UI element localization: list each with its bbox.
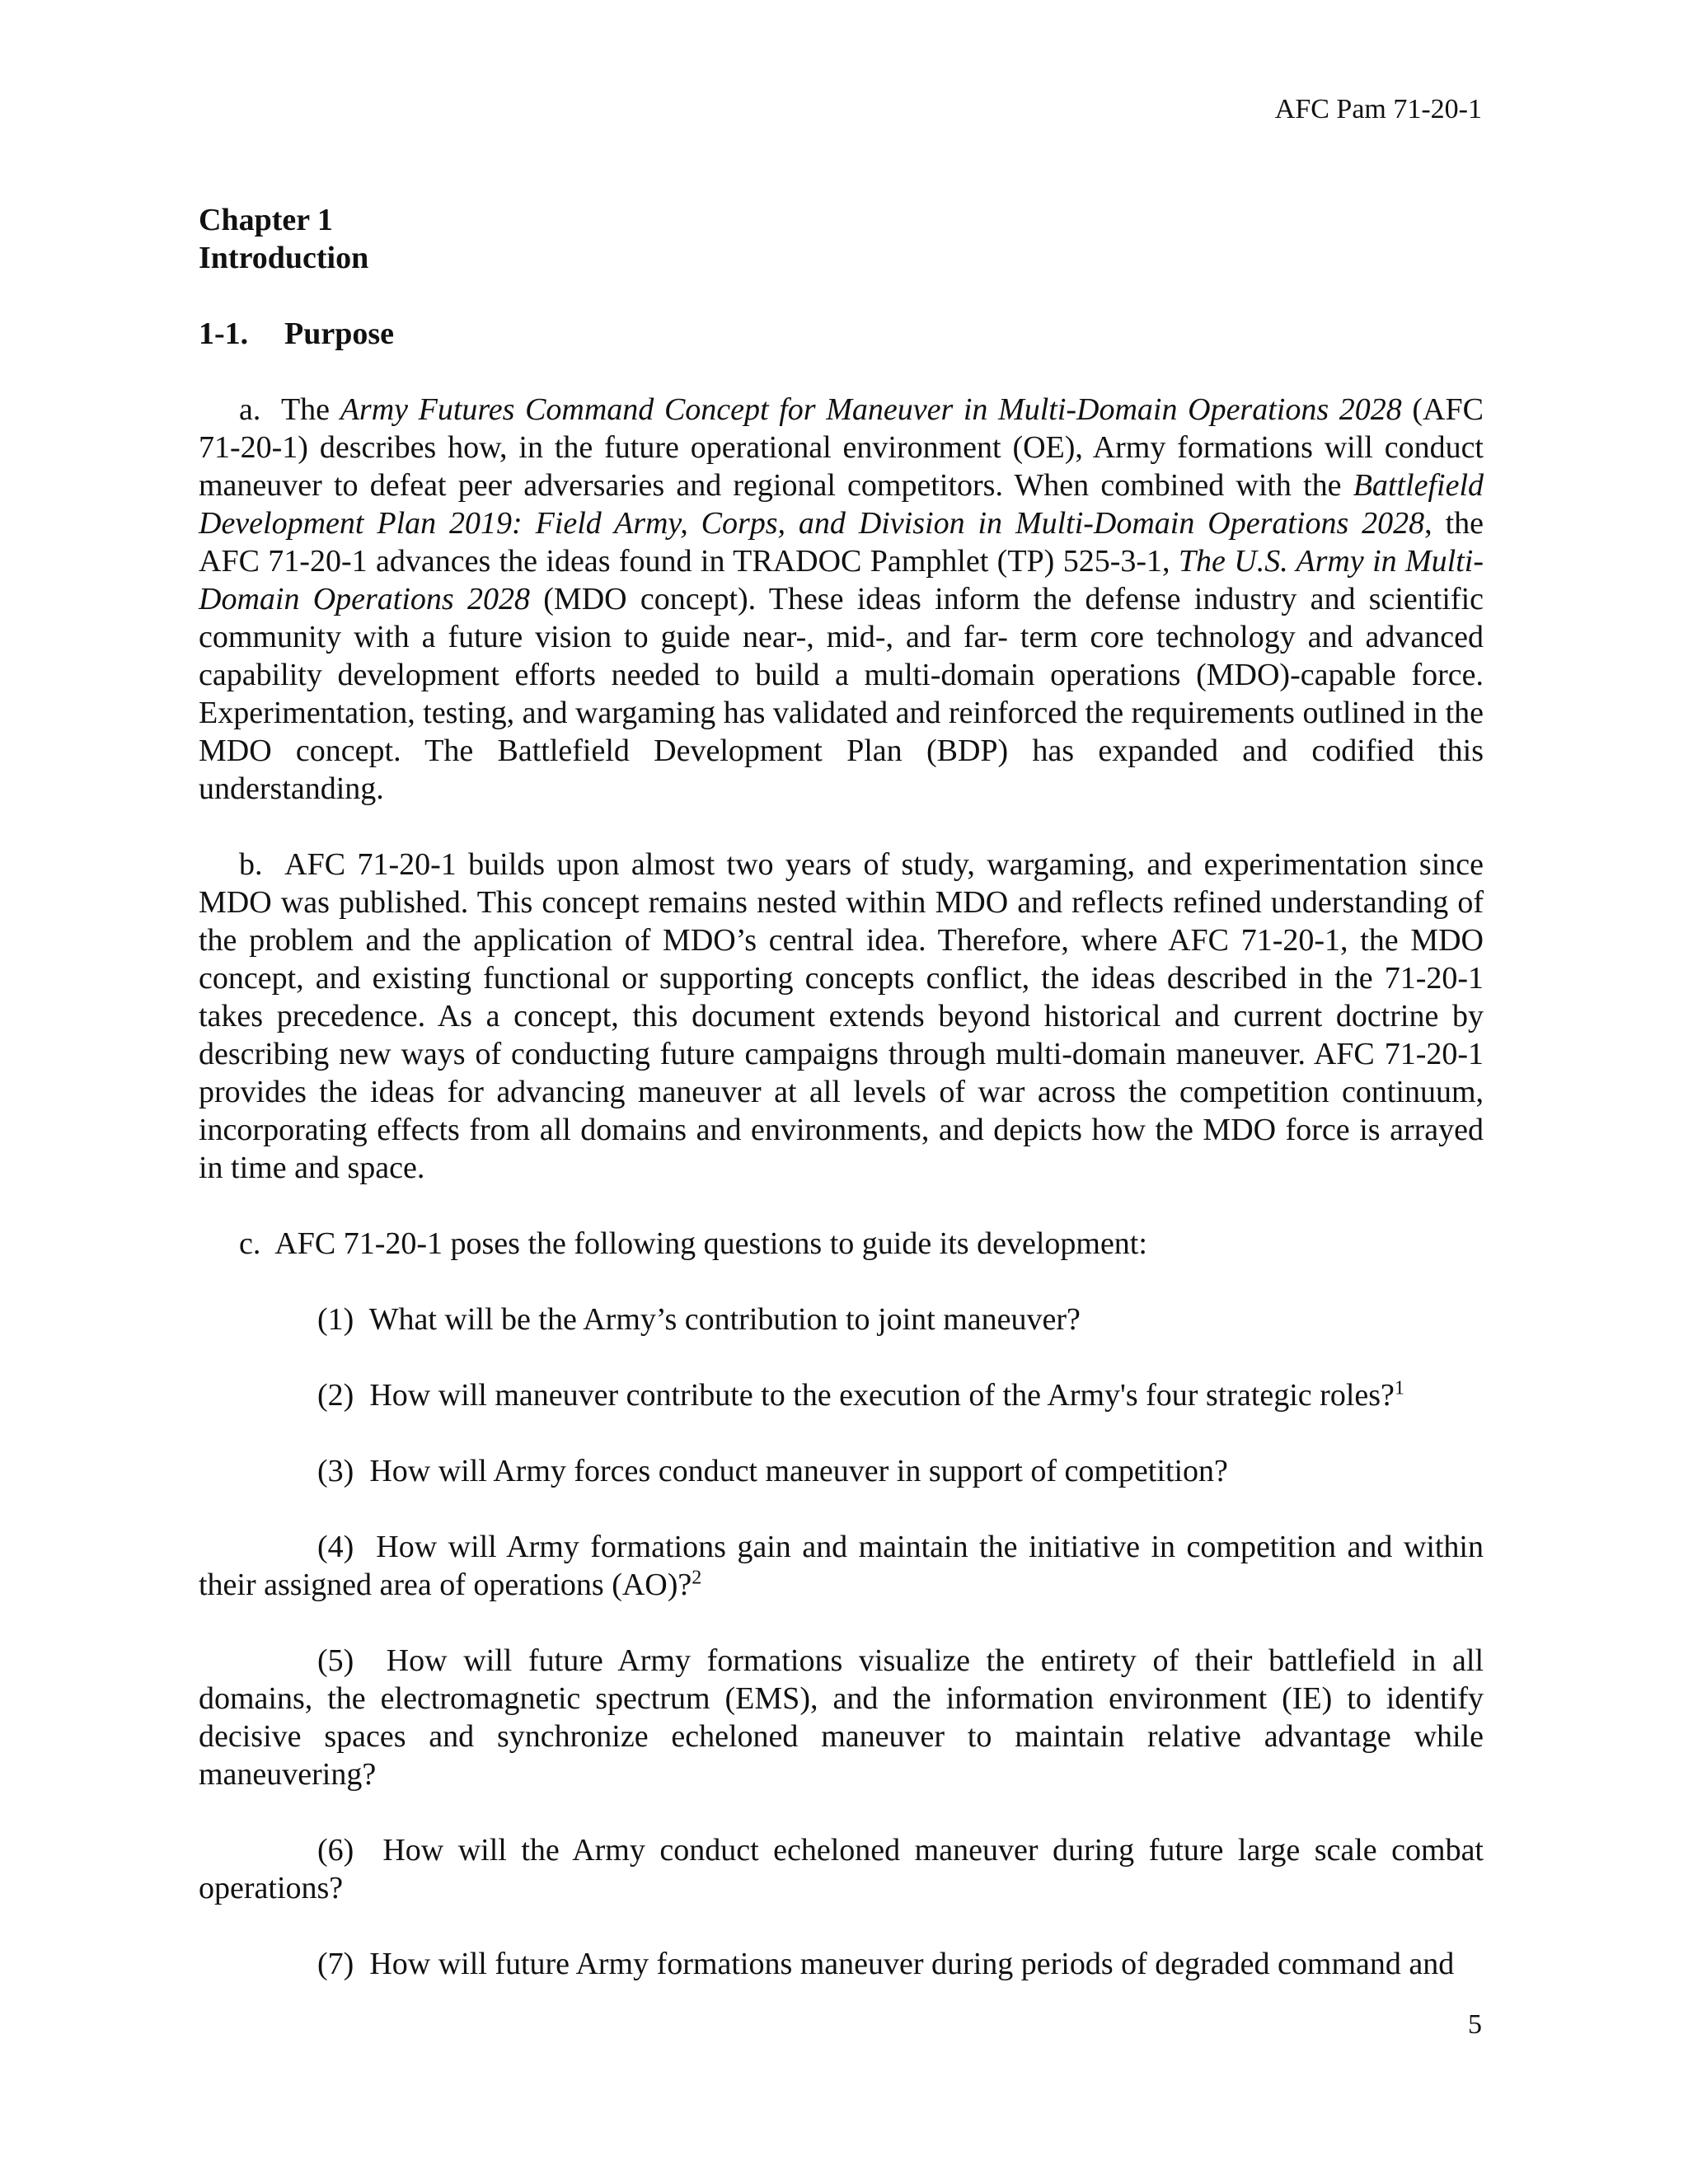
paragraph-b (199, 846, 1484, 1187)
paragraph-c (199, 1225, 1484, 1263)
paragraph-a-text-4: (MDO concept). These ideas inform the defense industry and scientific community with a future vision to guide near-, mid-, and far- term core technology and advanced capability development efforts needed to build a multi-domain operations (MDO)-capable force. Experimentation, testing, and wargaming has validated and reinforced the requirements outlined in the MDO concept. The Battlefield Development Plan (BDP) has expanded and codified this understanding. (199, 582, 1484, 806)
paragraph-b-label: b. (239, 847, 263, 882)
question-number: (6) (317, 1833, 354, 1868)
question-2 (199, 1376, 1484, 1414)
mdo-title: The U.S. Army in Multi-Domain Operations 2028 (199, 544, 1484, 616)
page-header: AFC Pam 71-20-1 (1274, 94, 1482, 124)
question-text: How will the Army conduct echeloned maneuver during future large scale combat operations? (199, 1833, 1484, 1905)
chapter-number: Chapter 1 (199, 203, 333, 237)
paragraph-a-label: a. (239, 392, 261, 427)
question-number: (2) (317, 1378, 354, 1413)
page-number: 5 (1468, 2009, 1482, 2040)
section-heading (199, 315, 1484, 353)
question-number: (1) (317, 1302, 354, 1337)
question-text: What will be the Army’s contribution to joint maneuver? (368, 1302, 1081, 1337)
question-1 (199, 1301, 1484, 1338)
question-number: (5) (317, 1643, 354, 1678)
question-number: (4) (317, 1530, 354, 1564)
footnote-ref-2[interactable]: 2 (692, 1567, 702, 1589)
paragraph-a-text-1: The (280, 392, 331, 427)
question-text: How will Army forces conduct maneuver in support of competition? (369, 1454, 1228, 1488)
question-number: (3) (317, 1454, 354, 1488)
bdp-title: Battlefield Development Plan 2019: Field Army, Corps, and Division in Multi-Domain Operations 2028 (199, 468, 1484, 541)
question-text: How will Army formations gain and maintain the initiative in competition and within their assigned area of operations (AO)? (199, 1530, 1484, 1602)
question-text: How will maneuver contribute to the execution of the Army's four strategic roles? (369, 1378, 1395, 1413)
paragraph-c-label: c. (239, 1226, 261, 1261)
paragraph-c-text: AFC 71-20-1 poses the following questions to guide its development: (274, 1226, 1147, 1261)
question-5 (199, 1642, 1484, 1793)
paragraph-b-text: AFC 71-20-1 builds upon almost two years of study, wargaming, and experimentation since MDO was published. This concept remains nested within MDO and reflects refined understanding of the problem and the application of MDO’s central idea. Therefore, where AFC 71-20-1, the MDO concept, and existing functional or supporting concepts conflict, the ideas described in the 71-20-1 takes precedence. As a concept, this document extends beyond historical and current doctrine by describing new ways of conducting future campaigns through multi-domain maneuver. AFC 71-20-1 provides the ideas for advancing maneuver at all levels of war across the competition continuum, incorporating effects from all domains and environments, and depicts how the MDO force is arrayed in time and space. (199, 847, 1484, 1185)
question-text: How will future Army formations maneuver during periods of degraded command and (369, 1947, 1455, 1981)
footnote-ref-1[interactable]: 1 (1394, 1377, 1404, 1399)
question-7 (199, 1945, 1484, 1983)
question-3 (199, 1452, 1484, 1490)
question-text: How will future Army formations visualize the entirety of their battlefield in all domains, the electromagnetic spectrum (EMS), and the information environment (IE) to identify decisive spaces and synchronize echeloned maneuver to maintain relative advantage while maneuvering? (199, 1643, 1484, 1792)
question-6 (199, 1831, 1484, 1907)
paragraph-a (199, 391, 1484, 808)
section-title: Purpose (284, 316, 394, 351)
paragraph-a-text-2: (AFC 71-20-1) describes how, in the future operational environment (OE), Army formations will conduct maneuver to defeat peer adversaries and regional competitors. When combined with the (199, 392, 1484, 503)
paragraph-a-text-3: , the AFC 71-20-1 advances the ideas found in TRADOC Pamphlet (TP) 525-3-1, (199, 506, 1484, 579)
concept-title: Army Futures Command Concept for Maneuver in Multi-Domain Operations 2028 (340, 392, 1402, 427)
chapter-heading (199, 201, 1484, 277)
section-number: 1-1. (199, 316, 249, 351)
chapter-title: Introduction (199, 241, 369, 275)
question-4 (199, 1528, 1484, 1604)
document-body (199, 201, 1484, 1983)
question-number: (7) (317, 1947, 354, 1981)
